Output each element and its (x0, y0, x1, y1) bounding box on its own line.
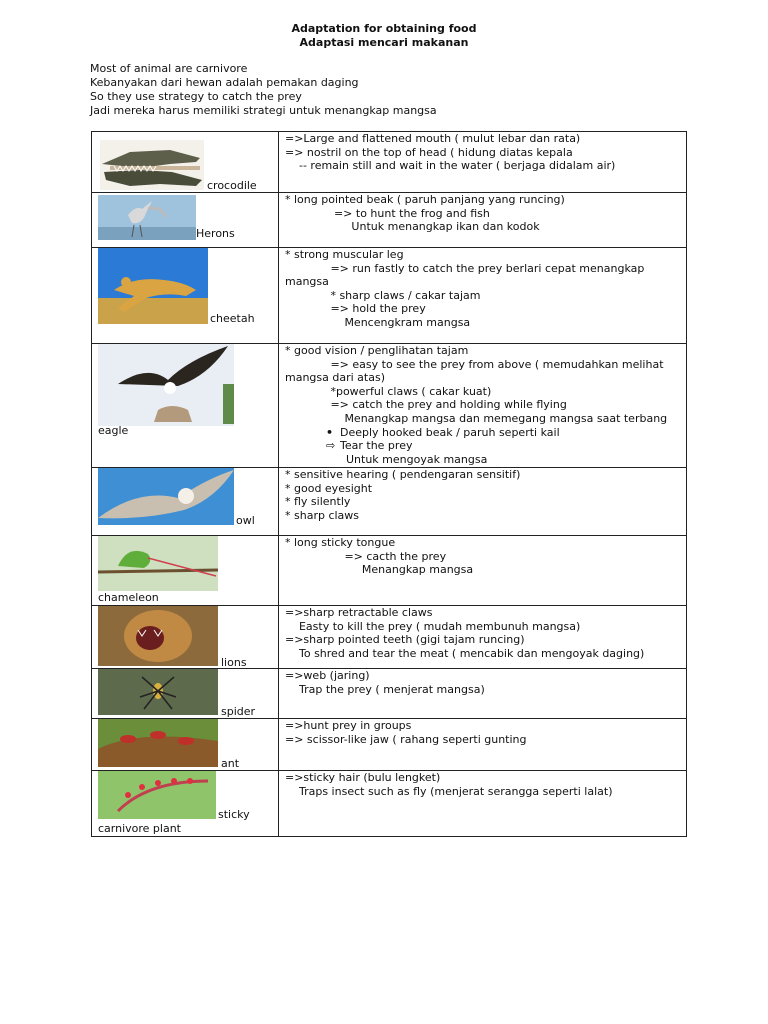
desc-line: * good eyesight (285, 481, 373, 495)
description-cell (279, 606, 687, 669)
animal-cell (92, 719, 279, 771)
animal-cell (92, 771, 279, 837)
document-title: Adaptation for obtaining food (291, 22, 477, 35)
description-cell (279, 132, 687, 193)
table-row (92, 669, 687, 719)
desc-line: * strong muscular leg (285, 248, 404, 261)
animal-name: owl (236, 514, 255, 527)
desc-line: =>sharp retractable claws (285, 606, 433, 619)
description-cell (279, 669, 687, 719)
intro-line: So they use strategy to catch the prey (90, 90, 302, 103)
animal-cell (92, 193, 279, 248)
desc-line: => run fastly to catch the prey berlari cepat menangkap (285, 261, 645, 275)
spider-image (98, 669, 218, 715)
table-row (92, 536, 687, 606)
intro-line: Jadi mereka harus memiliki strategi untuk menangkap mangsa (90, 104, 437, 117)
ant-image (98, 719, 218, 767)
heron-image (98, 195, 196, 240)
description-cell (279, 344, 687, 468)
desc-line: Untuk mengoyak mangsa (346, 452, 488, 466)
desc-line: * long sticky tongue (285, 536, 396, 549)
desc-line: => scissor-like jaw ( rahang seperti gunting (285, 732, 527, 746)
lion-image (98, 606, 218, 666)
animal-name: ant (221, 757, 240, 770)
description-cell (279, 193, 687, 248)
table-row (92, 468, 687, 536)
desc-line: =>Large and flattened mouth ( mulut lebar dan rata) (285, 132, 581, 145)
eagle-image (98, 344, 234, 426)
desc-line: -- remain still and wait in the water ( berjaga didalam air) (285, 159, 616, 173)
animal-name: chameleon (98, 591, 159, 604)
desc-line: * sharp claws (285, 508, 360, 522)
adaptation-table (91, 131, 687, 837)
desc-line: * long pointed beak ( paruh panjang yang runcing) (285, 193, 565, 206)
plant-name: sticky (218, 808, 250, 821)
desc-line: => cacth the prey (285, 549, 447, 563)
arrow-icon (326, 439, 340, 452)
description-cell (279, 719, 687, 771)
table-row (92, 719, 687, 771)
cheetah-image (98, 248, 208, 324)
table-row (92, 248, 687, 344)
animal-name: crocodile (207, 179, 257, 192)
description-cell (279, 248, 687, 344)
animal-cell (92, 606, 279, 669)
animal-name: Herons (196, 227, 235, 240)
desc-line: => to hunt the frog and fish (285, 206, 490, 220)
desc-line: =>sharp pointed teeth (gigi tajam runcing) (285, 633, 525, 647)
plant-name: carnivore plant (98, 822, 181, 835)
intro-line: Most of animal are carnivore (90, 62, 248, 75)
desc-line: => hold the prey (285, 302, 426, 316)
desc-line: =>web (jaring) (285, 669, 370, 682)
desc-line: Untuk menangkap ikan dan kodok (285, 220, 540, 234)
desc-line: * sensitive hearing ( pendengaran sensitif) (285, 468, 521, 481)
desc-line: * fly silently (285, 495, 351, 509)
table-row (92, 193, 687, 248)
desc-line: Deeply hooked beak / paruh seperti kail (340, 425, 560, 439)
table-row (92, 344, 687, 468)
animal-cell (92, 132, 279, 193)
desc-line: => easy to see the prey from above ( memudahkan melihat (285, 357, 664, 371)
desc-line: mangsa (285, 275, 329, 289)
desc-line: Tear the prey (340, 439, 413, 453)
intro-line: Kebanyakan dari hewan adalah pemakan daging (90, 76, 359, 89)
animal-name: eagle (98, 424, 129, 437)
chameleon-image (98, 536, 218, 591)
animal-name: cheetah (210, 312, 255, 325)
owl-image (98, 468, 234, 525)
desc-line: =>hunt prey in groups (285, 719, 412, 732)
table-row (92, 771, 687, 837)
animal-cell (92, 669, 279, 719)
animal-cell (92, 344, 279, 468)
description-cell (279, 536, 687, 606)
desc-line: To shred and tear the meat ( mencabik dan mengoyak daging) (285, 646, 645, 660)
description-cell (279, 771, 687, 837)
sticky-plant-image (98, 771, 216, 819)
desc-line: Mencengkram mangsa (285, 315, 471, 329)
desc-line: * good vision / penglihatan tajam (285, 344, 469, 357)
desc-line: =>sticky hair (bulu lengket) (285, 771, 441, 784)
desc-line: Easty to kill the prey ( mudah membunuh mangsa) (285, 619, 581, 633)
document-subtitle: Adaptasi mencari makanan (299, 36, 469, 49)
animal-cell (92, 468, 279, 536)
desc-line: Trap the prey ( menjerat mangsa) (285, 682, 485, 696)
animal-name: spider (221, 705, 256, 718)
animal-cell (92, 536, 279, 606)
crocodile-image (100, 140, 204, 190)
desc-line: Menangkap mangsa (285, 563, 474, 577)
desc-line: Menangkap mangsa dan memegang mangsa saat terbang (285, 411, 668, 425)
desc-line: => nostril on the top of head ( hidung diatas kepala (285, 145, 573, 159)
desc-line: => catch the prey and holding while flying (285, 398, 567, 412)
desc-line: * sharp claws / cakar tajam (285, 288, 481, 302)
animal-name: lions (221, 656, 247, 669)
description-cell (279, 468, 687, 536)
animal-cell (92, 248, 279, 344)
desc-line: Traps insect such as fly (menjerat serangga seperti lalat) (285, 784, 613, 798)
bullet-icon (326, 426, 340, 439)
table-row (92, 606, 687, 669)
desc-line: *powerful claws ( cakar kuat) (285, 384, 492, 398)
desc-line: mangsa dari atas) (285, 371, 385, 385)
table-row (92, 132, 687, 193)
